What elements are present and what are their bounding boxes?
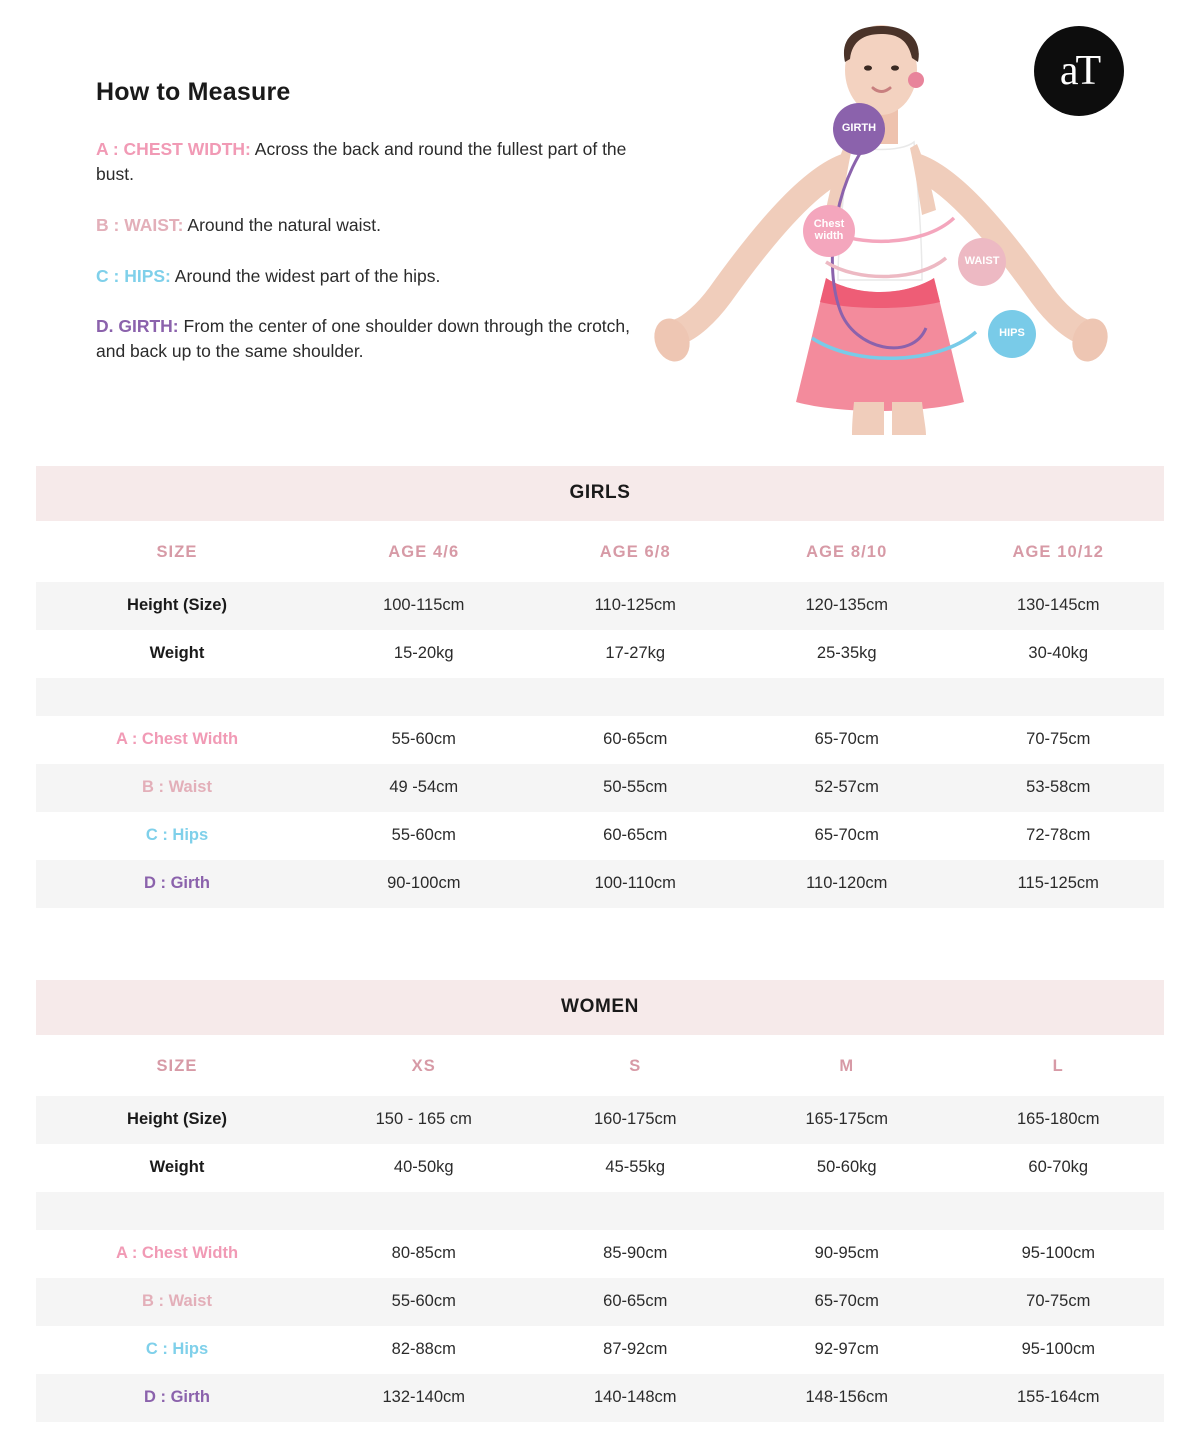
cell: 165-180cm	[953, 1096, 1165, 1144]
cell: 52-57cm	[741, 764, 953, 812]
chest-width-bubble	[803, 205, 855, 257]
measure-label-chest: A : CHEST WIDTH:	[96, 139, 251, 159]
cell: 148-156cm	[741, 1374, 953, 1422]
table-header-row	[36, 521, 1164, 582]
table-spacer-row	[36, 1192, 1164, 1230]
cell: 50-60kg	[741, 1144, 953, 1192]
cell: 100-115cm	[318, 582, 530, 630]
row-label: Height (Size)	[36, 1096, 318, 1144]
cell: 30-40kg	[953, 630, 1165, 678]
cell: 130-145cm	[953, 582, 1165, 630]
cell: 65-70cm	[741, 812, 953, 860]
row-label: D : Girth	[36, 1374, 318, 1422]
cell: 49 -54cm	[318, 764, 530, 812]
waist-bubble-label: WAIST	[964, 255, 1000, 268]
women-size-table	[36, 980, 1164, 1422]
cell: 60-65cm	[530, 1278, 742, 1326]
measure-item-waist	[96, 213, 636, 238]
measure-text-hips: Around the widest part of the hips.	[170, 265, 441, 286]
cell: 65-70cm	[741, 1278, 953, 1326]
table-row	[36, 582, 1164, 630]
measure-text-girth: From the center of one shoulder down through the crotch, and back up to the same shoulder.	[96, 316, 631, 362]
row-label: Height (Size)	[36, 582, 318, 630]
cell: 95-100cm	[953, 1230, 1165, 1278]
column-header-4: AGE 10/12	[953, 521, 1165, 582]
cell: 165-175cm	[741, 1096, 953, 1144]
cell: 140-148cm	[530, 1374, 742, 1422]
girth-bubble-label: GIRTH	[841, 122, 877, 135]
row-label: B : Waist	[36, 1278, 318, 1326]
row-label: B : Waist	[36, 764, 318, 812]
cell: 17-27kg	[530, 630, 742, 678]
cell: 70-75cm	[953, 1278, 1165, 1326]
column-header-1: XS	[318, 1035, 530, 1096]
brand-logo-mark: aT	[1059, 48, 1099, 94]
measure-text-chest: Across the back and round the fullest part of the bust.	[96, 139, 627, 184]
row-label: C : Hips	[36, 1326, 318, 1374]
hips-bubble	[988, 310, 1036, 358]
table-row	[36, 1144, 1164, 1192]
cell: 72-78cm	[953, 812, 1165, 860]
table-row	[36, 1326, 1164, 1374]
left-leg	[852, 402, 884, 435]
cell: 40-50kg	[318, 1144, 530, 1192]
cell: 60-65cm	[530, 812, 742, 860]
chest-width-bubble-line2: width	[814, 230, 844, 242]
table-row	[36, 764, 1164, 812]
column-header-4: L	[953, 1035, 1165, 1096]
table-row	[36, 1096, 1164, 1144]
cell: 115-125cm	[953, 860, 1165, 908]
row-label: Weight	[36, 1144, 318, 1192]
column-header-3: M	[741, 1035, 953, 1096]
chest-width-bubble-line1: Chest	[813, 218, 845, 231]
row-label: A : Chest Width	[36, 1230, 318, 1278]
cell: 110-120cm	[741, 860, 953, 908]
girls-size-table	[36, 466, 1164, 908]
left-eye	[864, 65, 872, 70]
table-header-row	[36, 1035, 1164, 1096]
cell: 80-85cm	[318, 1230, 530, 1278]
table-row	[36, 1230, 1164, 1278]
cell: 65-70cm	[741, 716, 953, 764]
girls-banner-label: GIRLS	[36, 466, 1164, 521]
right-eye	[891, 65, 899, 70]
measure-item-girth	[96, 314, 636, 364]
right-leg	[892, 402, 926, 435]
cell: 50-55cm	[530, 764, 742, 812]
measurement-diagram	[640, 10, 1110, 435]
table-spacer-row	[36, 678, 1164, 716]
cell: 55-60cm	[318, 812, 530, 860]
girth-bubble	[833, 103, 885, 155]
cell: 160-175cm	[530, 1096, 742, 1144]
cell: 55-60cm	[318, 1278, 530, 1326]
cell: 53-58cm	[953, 764, 1165, 812]
row-label: A : Chest Width	[36, 716, 318, 764]
earring	[908, 72, 924, 88]
table-row	[36, 1374, 1164, 1422]
table-banner	[36, 466, 1164, 521]
column-header-size: SIZE	[36, 521, 318, 582]
row-label: C : Hips	[36, 812, 318, 860]
model-illustration	[640, 10, 1110, 435]
measure-text-waist: Around the natural waist.	[183, 214, 381, 235]
hips-bubble-label: HIPS	[999, 327, 1025, 340]
cell: 90-100cm	[318, 860, 530, 908]
measure-item-chest	[96, 137, 636, 187]
cell: 155-164cm	[953, 1374, 1165, 1422]
cell: 110-125cm	[530, 582, 742, 630]
column-header-2: S	[530, 1035, 742, 1096]
column-header-size: SIZE	[36, 1035, 318, 1096]
cell: 90-95cm	[741, 1230, 953, 1278]
cell: 15-20kg	[318, 630, 530, 678]
measure-label-hips: C : HIPS:	[96, 265, 171, 286]
cell: 25-35kg	[741, 630, 953, 678]
table-row	[36, 630, 1164, 678]
cell: 95-100cm	[953, 1326, 1165, 1374]
column-header-2: AGE 6/8	[530, 521, 742, 582]
waist-bubble	[958, 238, 1006, 286]
measure-item-hips	[96, 264, 636, 289]
leotard-body	[838, 142, 922, 280]
cell: 60-70kg	[953, 1144, 1165, 1192]
chest-width-bubble-label	[814, 219, 845, 242]
cell: 82-88cm	[318, 1326, 530, 1374]
how-to-measure-section	[96, 78, 636, 364]
row-label: D : Girth	[36, 860, 318, 908]
table-banner	[36, 980, 1164, 1035]
right-strap	[906, 100, 915, 138]
measure-label-waist: B : WAIST:	[96, 214, 184, 235]
cell: 150 - 165 cm	[318, 1096, 530, 1144]
column-header-1: AGE 4/6	[318, 521, 530, 582]
table-row	[36, 860, 1164, 908]
column-header-3: AGE 8/10	[741, 521, 953, 582]
cell: 120-135cm	[741, 582, 953, 630]
cell: 45-55kg	[530, 1144, 742, 1192]
cell: 60-65cm	[530, 716, 742, 764]
table-row	[36, 716, 1164, 764]
row-label: Weight	[36, 630, 318, 678]
cell: 92-97cm	[741, 1326, 953, 1374]
cell: 87-92cm	[530, 1326, 742, 1374]
measure-label-girth: D. GIRTH:	[96, 316, 179, 337]
cell: 132-140cm	[318, 1374, 530, 1422]
women-banner-label: WOMEN	[36, 980, 1164, 1035]
cell: 55-60cm	[318, 716, 530, 764]
table-row	[36, 1278, 1164, 1326]
cell: 100-110cm	[530, 860, 742, 908]
page-title: How to Measure	[96, 78, 291, 106]
table-row	[36, 812, 1164, 860]
cell: 70-75cm	[953, 716, 1165, 764]
cell: 85-90cm	[530, 1230, 742, 1278]
